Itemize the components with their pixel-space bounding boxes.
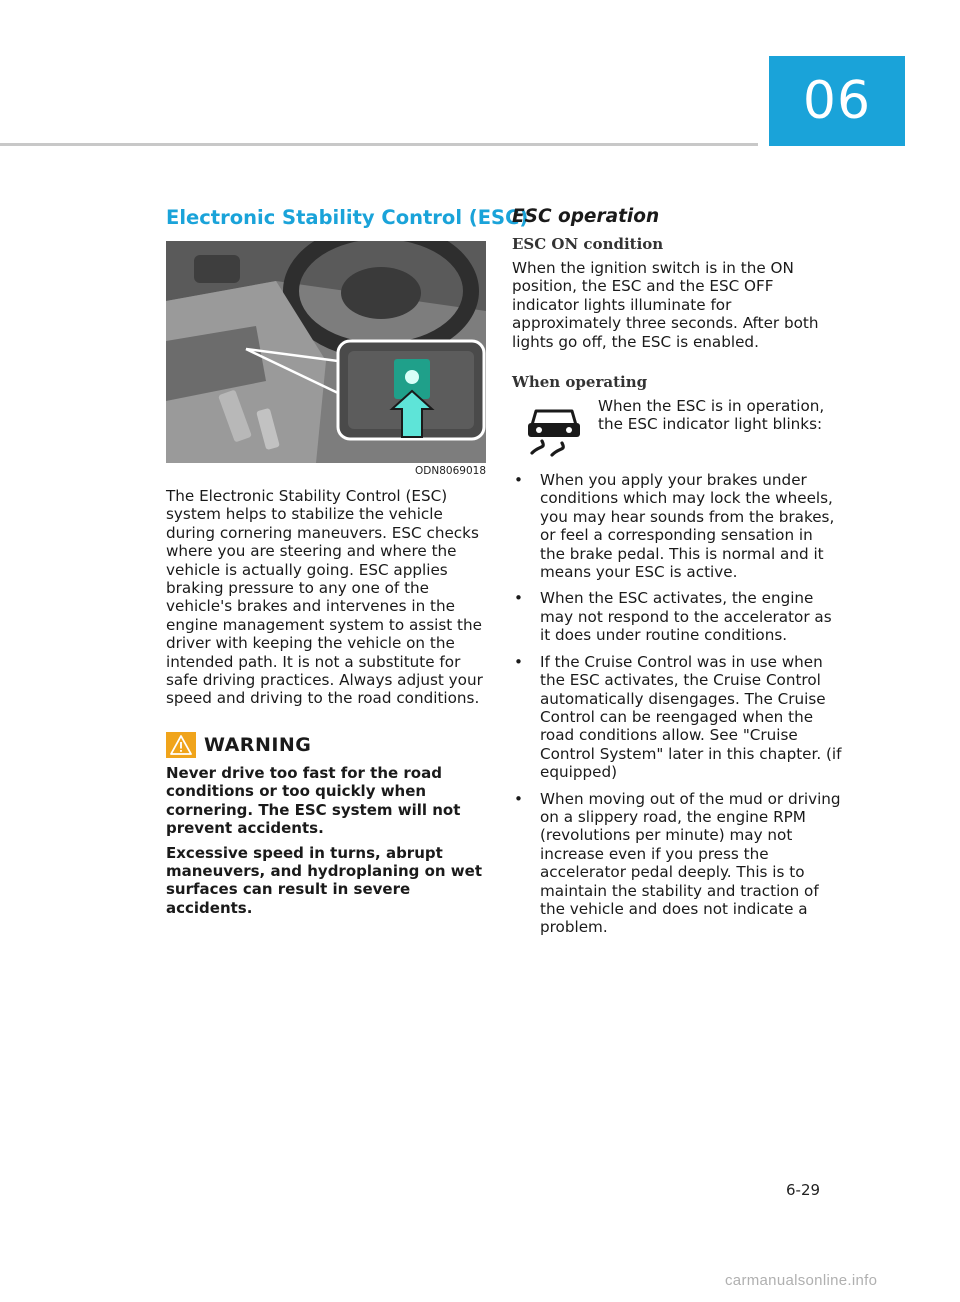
page-number: 6-29 xyxy=(786,1181,821,1199)
figure-code: ODN8069018 xyxy=(415,465,486,477)
esc-operation-title: ESC operation xyxy=(512,206,660,227)
warning-title: WARNING xyxy=(204,733,312,756)
warning-text-1: Never drive too fast for the road conditions or too quickly when cornering. The ESC system will not prevent accidents. xyxy=(166,763,461,838)
esc-indicator-icon xyxy=(522,403,586,457)
header-rule xyxy=(0,143,758,146)
esc-description: The Electronic Stability Control (ESC) system helps to stabilize the vehicle during cornering maneuvers. ESC checks where you are steering and where the vehicle is actually going. ESC applies braking pressure to any one of the vehicle's brakes and intervenes in the engine management system to assist the driver with keeping the vehicle on the intended path. It is not a substitute for safe driving practices. Always adjust your speed and driving to the road conditions. xyxy=(166,487,483,708)
dashboard-figure xyxy=(166,241,486,463)
when-operating-heading: When operating xyxy=(512,373,648,392)
warning-text-2: Excessive speed in turns, abrupt maneuvers, and hydroplaning on wet surfaces can result in severe accidents. xyxy=(166,843,483,917)
indicator-text: When the ESC is in operation, the ESC indicator light blinks: xyxy=(598,397,825,434)
left-column xyxy=(166,206,529,917)
operation-bullet-list xyxy=(512,471,842,937)
esc-on-condition-heading: ESC ON condition xyxy=(512,235,664,253)
chapter-tab: 06 xyxy=(769,56,905,146)
warning-triangle-icon xyxy=(166,732,196,758)
section-title: Electronic Stability Control (ESC) xyxy=(166,206,529,229)
dashboard-illustration xyxy=(166,241,486,463)
indicator-row xyxy=(512,397,842,457)
watermark-link[interactable]: carmanualsonline.info xyxy=(725,1272,878,1289)
right-column xyxy=(512,206,842,945)
list-item: • If the Cruise Control was in use when the ESC activates, the Cruise Control automatically disengages. The Cruise Control can be reengaged when the road conditions allow. See "Cruise Control System" later in this chapter. (if equipped) xyxy=(512,653,842,782)
warning-header xyxy=(166,732,486,758)
list-item: • When moving out of the mud or driving on a slippery road, the engine RPM (revolutions per minute) may not increase even if you press the accelerator pedal deeply. This is to maintain the stability and traction of the vehicle and does not indicate a problem. xyxy=(512,790,842,937)
esc-on-condition-text: When the ignition switch is in the ON position, the ESC and the ESC OFF indicator lights illuminate for approximately three seconds. After both lights go off, the ESC is enabled. xyxy=(512,259,819,351)
list-item: • When you apply your brakes under conditions which may lock the wheels, you may hear sounds from the brakes, or feel a corresponding sensation in the brake pedal. This is normal and it means your ESC is active. xyxy=(512,471,842,581)
list-item: • When the ESC activates, the engine may not respond to the accelerator as it does under routine conditions. xyxy=(512,589,842,644)
